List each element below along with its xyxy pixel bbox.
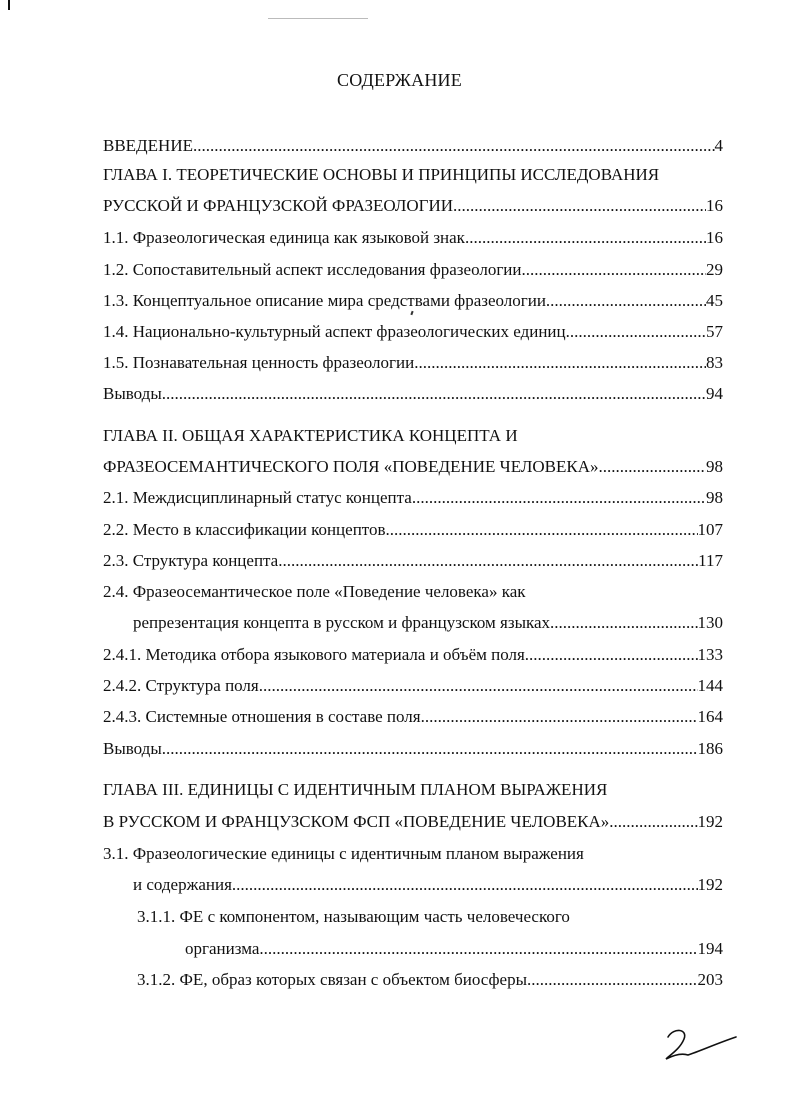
toc-page: 107: [697, 520, 723, 539]
toc-entry-chapter-2: [103, 423, 518, 449]
toc-page: 45: [706, 291, 723, 310]
toc-page: 144: [697, 676, 723, 695]
toc-label: 2.2. Место в классификации концептов: [103, 520, 386, 539]
toc-page: 194: [697, 939, 723, 958]
toc-entry-2-4-1: [103, 642, 723, 668]
toc-label: и содержания: [133, 875, 232, 894]
toc-page: 57: [706, 322, 723, 341]
toc-entry-2-4-3: [103, 704, 723, 730]
toc-entry-chapter-1: [103, 162, 659, 188]
toc-entry-3-1-1-cont: [185, 936, 723, 962]
toc-entry-3-1-cont: [133, 872, 723, 898]
toc-entry-conclusions-2: [103, 736, 723, 762]
toc-page: 16: [706, 196, 723, 215]
toc-entry-1-5: [103, 350, 723, 376]
page-title: СОДЕРЖАНИЕ: [337, 70, 462, 90]
toc-entry-2-4-2: [103, 673, 723, 699]
toc-label: В РУССКОМ И ФРАНЦУЗСКОМ ФСП «ПОВЕДЕНИЕ ЧЕЛОВЕКА»: [103, 812, 610, 831]
toc-entry-2-4-cont: [133, 610, 723, 636]
toc-label: 2.4. Фразеосемантическое поле «Поведение человека» как: [103, 582, 526, 601]
handwritten-page-number-signature: [660, 1025, 740, 1065]
toc-entry-3-1-1: [137, 904, 570, 930]
toc-label: организма: [185, 939, 260, 958]
toc-label: 3.1.2. ФЕ, образ которых связан с объектом биосферы: [137, 970, 527, 989]
toc-page: 4: [714, 136, 723, 155]
toc-label: репрезентация концепта в русском и французском языках: [133, 613, 551, 632]
toc-page: 203: [697, 970, 723, 989]
toc-page: 29: [706, 260, 723, 279]
toc-label: ВВЕДЕНИЕ: [103, 136, 193, 155]
toc-label: РУССКОЙ И ФРАНЦУЗСКОЙ ФРАЗЕОЛОГИИ: [103, 196, 454, 215]
toc-label: 1.4. Национально-культурный аспект фразеологических единиц: [103, 322, 566, 341]
toc-label: 1.2. Сопоставительный аспект исследования фразеологии: [103, 260, 522, 279]
toc-entry-2-1: [103, 485, 723, 511]
toc-entry-3-1: [103, 841, 584, 867]
toc-label: 2.4.3. Системные отношения в составе поля: [103, 707, 421, 726]
toc-label: ГЛАВА I. ТЕОРЕТИЧЕСКИЕ ОСНОВЫ И ПРИНЦИПЫ ИССЛЕДОВАНИЯ: [103, 165, 660, 184]
toc-entry-2-4: [103, 579, 526, 605]
toc-label: ГЛАВА III. ЕДИНИЦЫ С ИДЕНТИЧНЫМ ПЛАНОМ ВЫРАЖЕНИЯ: [103, 780, 608, 799]
toc-label: ФРАЗЕОСЕМАНТИЧЕСКОГО ПОЛЯ «ПОВЕДЕНИЕ ЧЕЛОВЕКА»: [103, 457, 599, 476]
toc-entry-2-3: [103, 548, 723, 574]
toc-page: 164: [697, 707, 723, 726]
toc-entry-1-4: [103, 319, 723, 345]
toc-label: 2.1. Междисциплинарный статус концепта: [103, 488, 412, 507]
scan-line: [268, 18, 368, 19]
toc-label: 2.4.1. Методика отбора языкового материала и объём поля: [103, 645, 525, 664]
toc-label: 2.3. Структура концепта: [103, 551, 279, 570]
toc-page: 186: [697, 739, 723, 758]
toc-entry-3-1-2: [137, 967, 723, 993]
toc-entry-chapter-3-cont: [103, 809, 723, 835]
toc-page: 192: [697, 812, 723, 831]
toc-entry-2-2: [103, 517, 723, 543]
toc-page: 192: [697, 875, 723, 894]
toc-entry-1-1: [103, 225, 723, 251]
toc-page: 133: [697, 645, 723, 664]
toc-entry-chapter-3: [103, 777, 607, 803]
toc-page: 16: [706, 228, 723, 247]
toc-page: 98: [706, 488, 723, 507]
toc-entry-introduction: [103, 133, 723, 159]
toc-entry-1-2: [103, 257, 723, 283]
toc-page: 98: [706, 457, 723, 476]
toc-page: 117: [698, 551, 723, 570]
toc-page: 130: [697, 613, 723, 632]
toc-label: 1.3. Концептуальное описание мира средствами фразеологии: [103, 291, 546, 310]
toc-label: Выводы: [103, 384, 162, 403]
toc-label: 3.1. Фразеологические единицы с идентичным планом выражения: [103, 844, 584, 863]
toc-label: 3.1.1. ФЕ с компонентом, называющим часть человеческого: [137, 907, 570, 926]
toc-label: 1.1. Фразеологическая единица как языковой знак: [103, 228, 465, 247]
toc-page: 94: [706, 384, 723, 403]
toc-label: Выводы: [103, 739, 162, 758]
toc-label: 2.4.2. Структура поля: [103, 676, 259, 695]
scan-mark: [8, 0, 10, 10]
toc-entry-1-3: [103, 288, 723, 314]
toc-label: 1.5. Познавательная ценность фразеологии: [103, 353, 415, 372]
toc-page: 83: [706, 353, 723, 372]
toc-entry-chapter-1-cont: [103, 193, 723, 219]
toc-entry-conclusions-1: [103, 381, 723, 407]
toc-label: ГЛАВА II. ОБЩАЯ ХАРАКТЕРИСТИКА КОНЦЕПТА И: [103, 426, 518, 445]
toc-entry-chapter-2-cont: [103, 454, 723, 480]
